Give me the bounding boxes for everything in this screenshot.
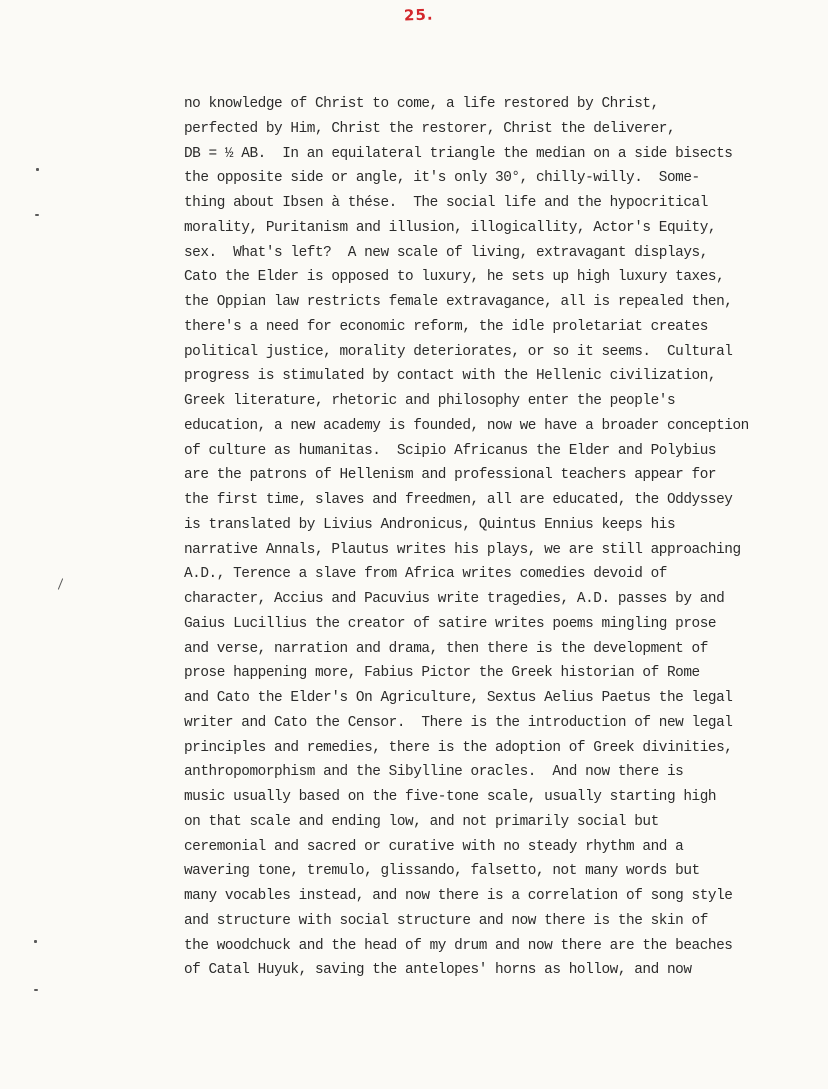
text-line: of culture as humanitas. Scipio Africanus the Elder and Polybius	[184, 442, 717, 459]
text-line: wavering tone, tremulo, glissando, falsetto, not many words but	[184, 863, 700, 880]
margin-mark	[34, 989, 38, 991]
text-line: no knowledge of Christ to come, a life restored by Christ,	[184, 96, 659, 112]
text-line: prose happening more, Fabius Pictor the Greek historian of Rome	[184, 665, 700, 682]
text-line: anthropomorphism and the Sibylline oracles. And now there is	[184, 764, 684, 781]
text-line: progress is stimulated by contact with the Hellenic civilization,	[184, 368, 717, 385]
text-line: ceremonial and sacred or curative with no steady rhythm and a	[184, 838, 684, 855]
text-line: the Oppian law restricts female extravagance, all is repealed then,	[184, 294, 733, 310]
text-line: Cato the Elder is opposed to luxury, he sets up high luxury taxes,	[184, 269, 725, 286]
margin-mark	[35, 214, 39, 216]
text-line: and Cato the Elder's On Agriculture, Sextus Aelius Paetus the legal	[184, 690, 733, 706]
typed-body-text	[184, 92, 824, 983]
margin-mark	[34, 940, 37, 943]
margin-mark	[58, 578, 63, 590]
text-line: character, Accius and Pacuvius write tragedies, A.D. passes by and	[184, 591, 725, 607]
margin-mark	[36, 168, 39, 171]
text-line: thing about Ibsen à thése. The social life and the hypocritical	[184, 195, 708, 211]
text-line: on that scale and ending low, and not primarily social but	[184, 813, 659, 830]
text-line: writer and Cato the Censor. There is the introduction of new legal	[184, 714, 733, 731]
text-line: music usually based on the five-tone scale, usually starting high	[184, 789, 717, 805]
text-line: are the patrons of Hellenism and professional teachers appear for	[184, 467, 717, 484]
text-line: political justice, morality deteriorates, or so it seems. Cultural	[184, 343, 733, 360]
text-line: education, a new academy is founded, now we have a broader conception	[184, 417, 749, 434]
text-line: is translated by Livius Andronicus, Quintus Ennius keeps his	[184, 516, 676, 533]
page-number: 25.	[403, 5, 434, 25]
text-line: principles and remedies, there is the adoption of Greek divinities,	[184, 739, 733, 756]
text-line: perfected by Him, Christ the restorer, Christ the deliverer,	[184, 120, 676, 137]
text-line: and verse, narration and drama, then there is the development of	[184, 640, 708, 657]
text-line: many vocables instead, and now there is a correlation of song style	[184, 888, 733, 904]
text-line: of Catal Huyuk, saving the antelopes' horns as hollow, and now	[184, 962, 692, 979]
text-line: Gaius Lucillius the creator of satire writes poems mingling prose	[184, 615, 717, 632]
text-line: narrative Annals, Plautus writes his plays, we are still approaching	[184, 541, 741, 558]
text-line: there's a need for economic reform, the idle proletariat creates	[184, 318, 708, 335]
text-line: the opposite side or angle, it's only 30°, chilly-willy. Some-	[184, 170, 700, 187]
text-line: Greek literature, rhetoric and philosophy enter the people's	[184, 393, 676, 409]
text-line: A.D., Terence a slave from Africa writes comedies devoid of	[184, 566, 667, 583]
text-line: morality, Puritanism and illusion, illogicallity, Actor's Equity,	[184, 219, 717, 236]
text-line: the first time, slaves and freedmen, all are educated, the Oddyssey	[184, 492, 733, 508]
text-line: sex. What's left? A new scale of living, extravagant displays,	[184, 244, 708, 261]
text-line: and structure with social structure and now there is the skin of	[184, 912, 708, 929]
text-line: the woodchuck and the head of my drum and now there are the beaches	[184, 937, 733, 954]
text-line: DB = ½ AB. In an equilateral triangle the median on a side bisects	[184, 145, 733, 162]
